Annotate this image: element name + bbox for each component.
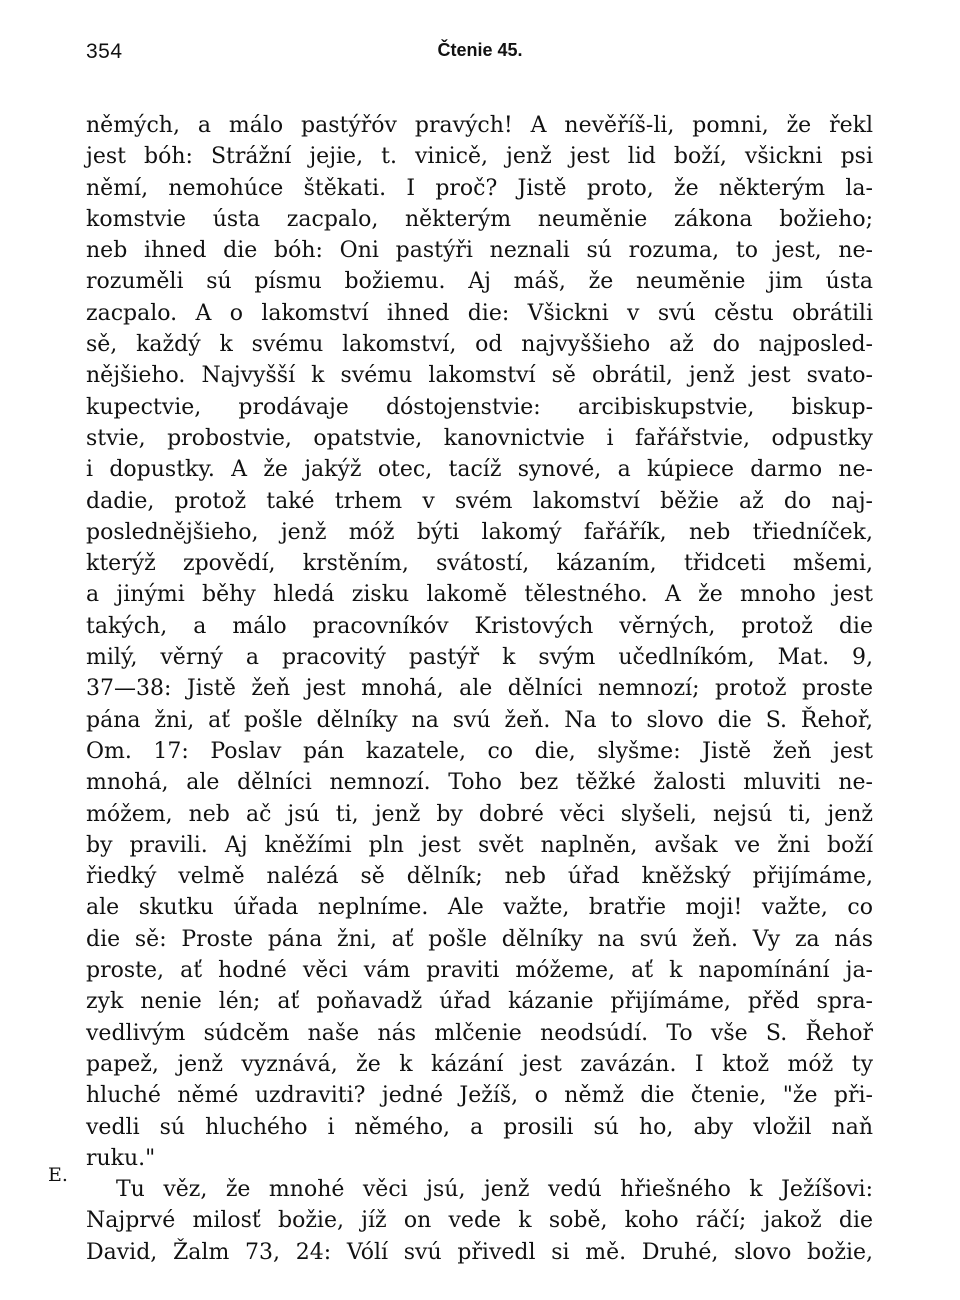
text-line: neb ihned die bóh: Oni pastýři neznali sú rozuma, to jest, ne- bbox=[86, 238, 873, 264]
text-line: Najprvé milosť božie, jíž on vede k sobě, koho ráčí; jakož die bbox=[86, 1208, 873, 1234]
text-line: David, Žalm 73, 24: Vólí svú přivedl si mě. Druhé, slovo božie, bbox=[86, 1239, 873, 1265]
text-line: pána žni, ať pošle dělníky na svú žeň. Na to slovo die S. Řehoř, bbox=[86, 707, 873, 733]
page-number: 354 bbox=[86, 40, 123, 63]
text-line: vedli sú hluchého i němého, a prosili sú ho, aby vložil naň bbox=[86, 1114, 873, 1140]
text-line: stvie, probostvie, opatstvie, kanovnictvie i fařářstvie, odpustky bbox=[86, 425, 873, 451]
text-line: die sě: Proste pána žni, ať pošle dělníky na svú žeň. Vy za nás bbox=[86, 926, 873, 952]
text-line: ruku." bbox=[86, 1145, 156, 1171]
text-line: řiedký velmě nalézá sě dělník; neb úřad kněžský přijímáme, bbox=[86, 864, 873, 890]
text-line: 37—38: Jistě žeň jest mnohá, ale dělníci nemnozí; protož proste bbox=[86, 676, 873, 702]
text-line: němí, nemohúce štěkati. I proč? Jistě proto, že některým la- bbox=[86, 175, 873, 201]
text-line: papež, jenž vyznává, že k kázání jest zavázán. I ktož móž ty bbox=[86, 1051, 873, 1077]
text-line: sě, každý k svému lakomství, od najvyššieho až do najposled- bbox=[86, 332, 873, 358]
text-line: ale skutku úřada neplníme. Ale važte, bratřie moji! važte, co bbox=[86, 895, 873, 921]
text-line: zacpalo. A o lakomství ihned die: Všickni v svú cěstu obrátili bbox=[86, 300, 873, 326]
text-line: Tu věz, že mnohé věci jsú, jenž vedú hřiešného k Ježíšovi: bbox=[116, 1177, 873, 1203]
body-text bbox=[86, 110, 873, 1268]
text-line: mnohá, ale dělníci nemnozí. Toho bez těžké žalosti mluviti ne- bbox=[86, 770, 873, 796]
text-line: vedlivým súdcěm naše nás mlčenie neodsúdí. To vše S. Řehoř bbox=[86, 1020, 873, 1046]
text-line: rozuměli sú písmu božiemu. Aj máš, že neuměnie jim ústa bbox=[86, 269, 873, 295]
text-line: móžem, neb ač jsú ti, jenž by dobré věci slyšeli, nejsú ti, jenž bbox=[86, 801, 873, 827]
text-line: by pravili. Aj kněžími pln jest svět naplněn, avšak ve žni boží bbox=[86, 832, 873, 858]
page-header bbox=[86, 40, 874, 72]
text-line: milý, věrný a pracovitý pastýř k svým učedlníkóm, Mat. 9, bbox=[86, 645, 873, 671]
text-line: proste, ať hodné věci vám praviti móžeme, ať k napomínání ja- bbox=[86, 958, 873, 984]
text-line: takých, a málo pracovníkóv Kristových věrných, protož die bbox=[86, 613, 873, 639]
text-line: a jinými běhy hledá zisku lakomě tělestného. A že mnoho jest bbox=[86, 582, 873, 608]
text-line: komstvie ústa zacpalo, některým neuměnie zákona božieho; bbox=[86, 206, 873, 232]
text-line: němých, a málo pastýřóv pravých! A nevěříš-li, pomni, že řekl bbox=[86, 113, 873, 138]
margin-mark: E. bbox=[48, 1164, 68, 1186]
running-head: Čtenie 45. bbox=[437, 40, 523, 60]
text-line: dadie, protož také trhem v svém lakomství běžie až do naj- bbox=[86, 488, 873, 514]
text-line: i dopustky. A že jakýž otec, tacíž synové, a kúpiece darmo ne- bbox=[86, 457, 873, 483]
text-line: jest bóh: Strážní jejie, t. vinicě, jenž jest lid boží, všickni psi bbox=[86, 144, 873, 170]
text-line: kupectvie, prodávaje dóstojenstvie: arcibiskupstvie, biskup- bbox=[86, 394, 873, 420]
text-line: poslednějšieho, jenž móž býti lakomý fařářík, neb třiedníček, bbox=[86, 519, 873, 545]
text-line: zyk nenie lén; ať poňavadž úřad kázanie přijímáme, přěd spra- bbox=[86, 989, 873, 1015]
text-line: nějšieho. Najvyšší k svému lakomství sě obrátil, jenž jest svato- bbox=[86, 363, 873, 389]
text-line: hluché němé uzdraviti? jedné Ježíš, o němž die čtenie, "že při- bbox=[86, 1083, 873, 1109]
text-line: Om. 17: Poslav pán kazatele, co die, slyšme: Jistě žeň jest bbox=[86, 738, 873, 764]
text-line: kterýž zpovědí, krstěním, svátostí, kázaním, třidceti mšemi, bbox=[86, 551, 873, 577]
